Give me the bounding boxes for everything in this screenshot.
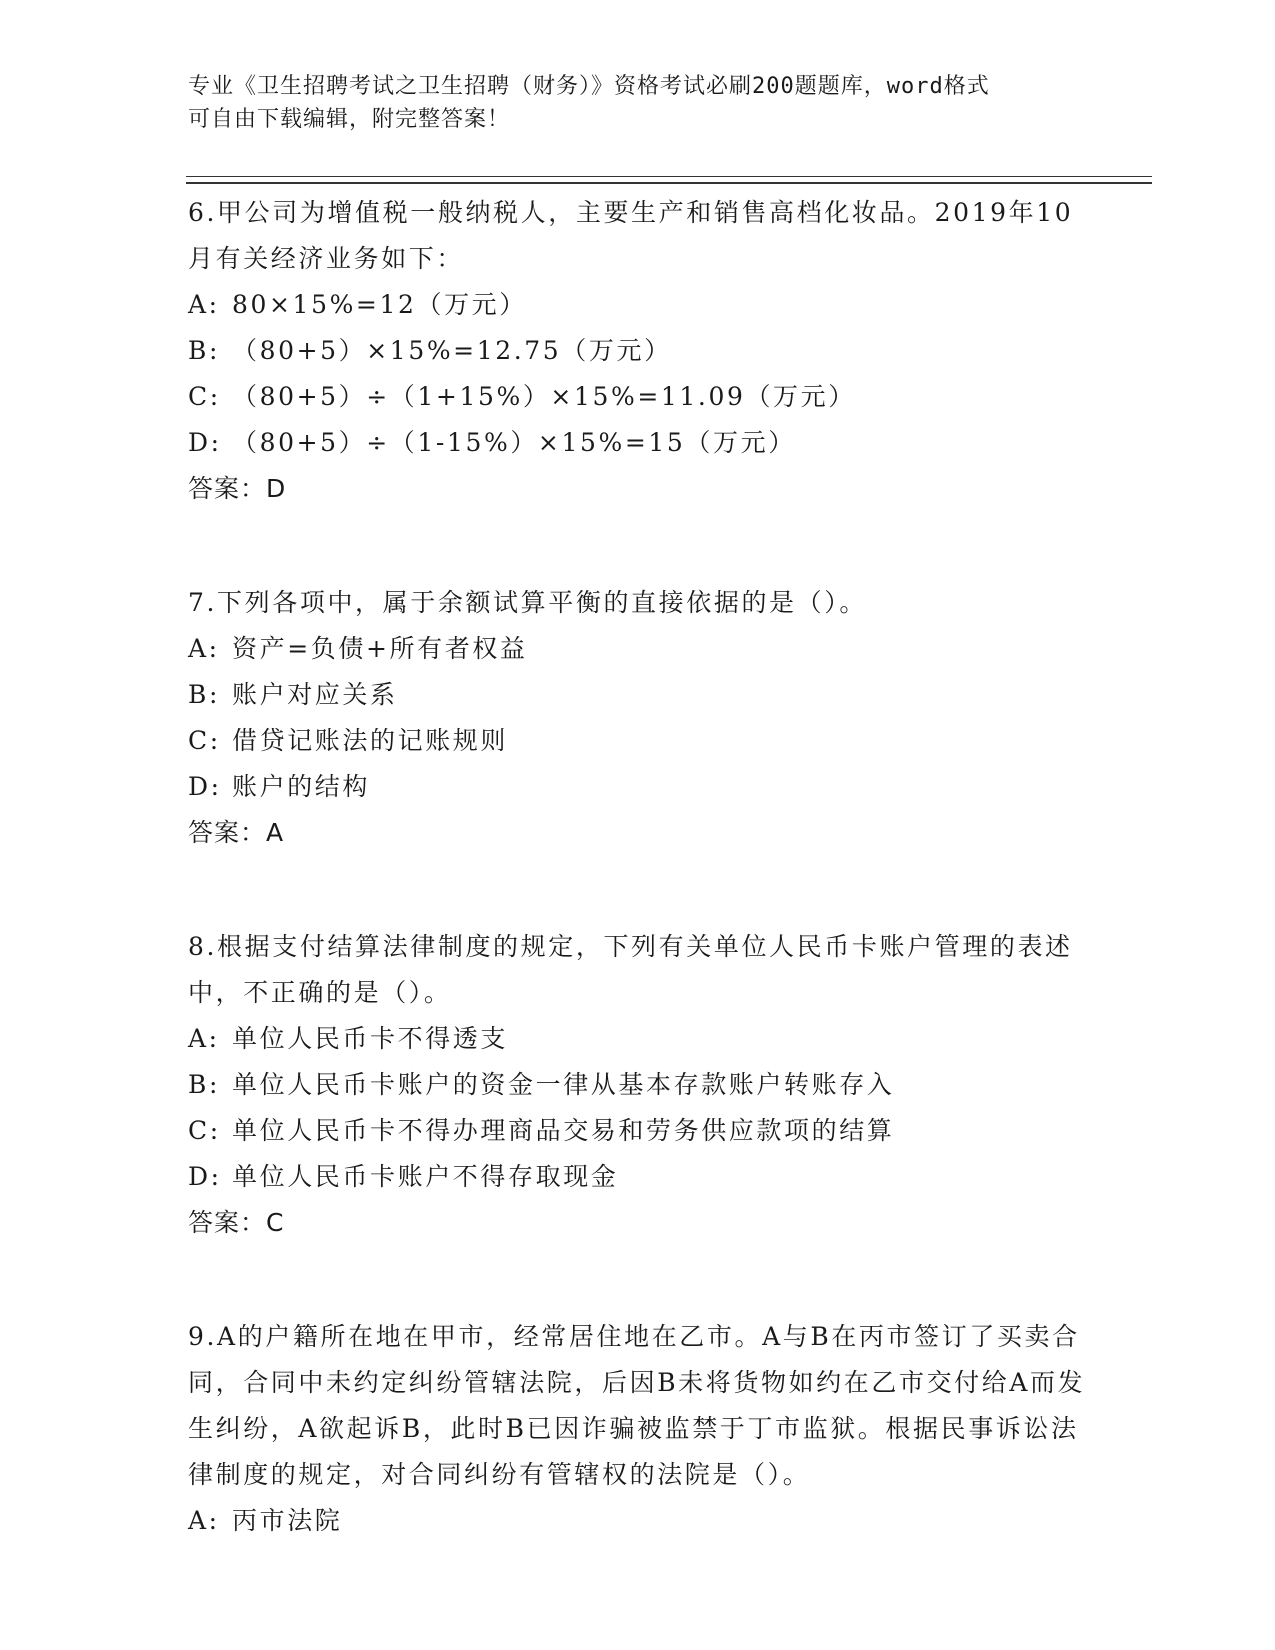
option-text: 单位人民币卡账户不得存取现金	[232, 1162, 619, 1191]
option-b	[188, 1062, 1088, 1108]
option-c	[188, 1108, 1088, 1154]
option-a	[188, 626, 1088, 672]
option-letter: A:	[188, 1024, 220, 1053]
question-6	[188, 190, 1088, 512]
option-a	[188, 282, 1088, 328]
option-text: （80+5）÷（1+15%）×15%=11.09（万元）	[232, 382, 856, 411]
option-letter: C:	[188, 1116, 221, 1145]
option-letter: C:	[188, 726, 221, 755]
question-list	[188, 190, 1088, 1544]
option-letter: C:	[188, 382, 221, 411]
option-letter: B:	[188, 1070, 220, 1099]
option-letter: B:	[188, 680, 220, 709]
option-letter: D:	[188, 772, 222, 801]
option-letter: B:	[188, 336, 220, 365]
document-header	[188, 70, 1068, 136]
answer-value: A	[266, 818, 285, 847]
answer-line	[188, 466, 1088, 512]
answer-value: D	[266, 474, 287, 503]
answer-label: 答案：	[188, 1208, 267, 1237]
question-9	[188, 1314, 1088, 1544]
option-text: 单位人民币卡账户的资金一律从基本存款账户转账存入	[232, 1070, 895, 1099]
option-b	[188, 328, 1088, 374]
option-text: （80+5）×15%=12.75（万元）	[232, 336, 672, 365]
header-line-2: 可自由下载编辑，附完整答案！	[188, 107, 511, 132]
answer-line	[188, 1200, 1088, 1246]
option-text: 借贷记账法的记账规则	[232, 726, 509, 755]
question-stem: 6.甲公司为增值税一般纳税人，主要生产和销售高档化妆品。2019年10月有关经济业务如下：	[188, 198, 1074, 273]
answer-label: 答案：	[188, 474, 267, 503]
option-letter: A:	[188, 634, 220, 663]
option-text: （80+5）÷（1-15%）×15%=15（万元）	[232, 428, 796, 457]
option-a	[188, 1498, 1088, 1544]
option-b	[188, 672, 1088, 718]
option-c	[188, 718, 1088, 764]
option-letter: D:	[188, 1162, 222, 1191]
option-c	[188, 374, 1088, 420]
header-divider-thin	[186, 176, 1152, 177]
question-stem: 8.根据支付结算法律制度的规定，下列有关单位人民币卡账户管理的表述中，不正确的是（）。	[188, 932, 1073, 1007]
header-divider-thick	[186, 182, 1152, 184]
option-letter: D:	[188, 428, 222, 457]
option-a	[188, 1016, 1088, 1062]
header-line-1: 专业《卫生招聘考试之卫生招聘（财务）》资格考试必刷200题题库，word格式	[188, 74, 990, 99]
option-d	[188, 1154, 1088, 1200]
option-text: 丙市法院	[232, 1506, 343, 1535]
question-stem: 9.A的户籍所在地在甲市，经常居住地在乙市。A与B在丙市签订了买卖合同，合同中未约定纠纷管辖法院，后因B未将货物如约在乙市交付给A而发生纠纷，A欲起诉B，此时B已因诈骗被监禁于丁市监狱。根据民事诉讼法律制度的规定，对合同纠纷有管辖权的法院是（）。	[188, 1322, 1086, 1489]
option-d	[188, 764, 1088, 810]
question-stem: 7.下列各项中，属于余额试算平衡的直接依据的是（）。	[188, 588, 867, 617]
option-text: 单位人民币卡不得透支	[232, 1024, 509, 1053]
option-letter: A:	[188, 1506, 220, 1535]
option-letter: A:	[188, 290, 220, 319]
option-d	[188, 420, 1088, 466]
option-text: 账户对应关系	[232, 680, 398, 709]
option-text: 账户的结构	[232, 772, 371, 801]
answer-label: 答案：	[188, 818, 267, 847]
answer-line	[188, 810, 1088, 856]
question-8	[188, 924, 1088, 1246]
option-text: 单位人民币卡不得办理商品交易和劳务供应款项的结算	[232, 1116, 895, 1145]
question-7	[188, 580, 1088, 856]
answer-value: C	[266, 1208, 285, 1237]
option-text: 80×15%=12（万元）	[232, 290, 527, 319]
option-text: 资产=负债+所有者权益	[232, 634, 528, 663]
